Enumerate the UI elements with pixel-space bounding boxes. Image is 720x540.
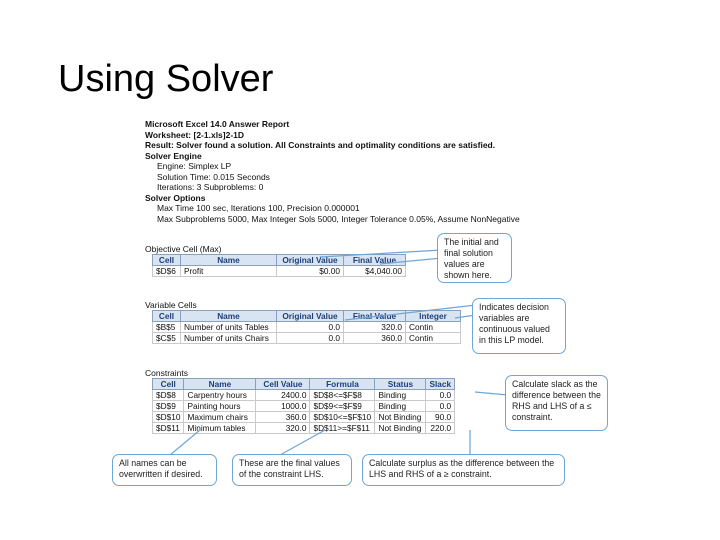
col-header: Name	[181, 255, 277, 266]
constraints-table	[152, 378, 455, 434]
slide-title: Using Solver	[58, 58, 274, 100]
slack: 90.0	[426, 412, 455, 423]
slack: 0.0	[426, 390, 455, 401]
cell-name: Maximum chairs	[184, 412, 256, 423]
callout-names: All names can be overwritten if desired.	[112, 454, 217, 486]
cell-value: 360.0	[256, 412, 310, 423]
cell-ref: $D$9	[153, 401, 184, 412]
original-value: $0.00	[277, 266, 344, 277]
cell-name: Minimum tables	[184, 423, 256, 434]
table-row	[153, 322, 461, 333]
engine-heading: Solver Engine	[145, 150, 202, 161]
col-header: Cell	[153, 255, 181, 266]
col-header: Cell Value	[256, 379, 310, 390]
report-title: Microsoft Excel 14.0 Answer Report	[145, 119, 290, 129]
table-row	[153, 412, 455, 423]
integer-type: Contin	[406, 333, 461, 344]
col-header: Name	[184, 379, 256, 390]
col-header: Slack	[426, 379, 455, 390]
formula: $D$11>=$F$11	[310, 423, 375, 434]
cell-value: 2400.0	[256, 390, 310, 401]
cell-name: Number of units Chairs	[181, 333, 277, 344]
slack: 0.0	[426, 401, 455, 412]
table-row	[153, 266, 406, 277]
col-header: Original Value	[277, 255, 344, 266]
cell-ref: $D$8	[153, 390, 184, 401]
cell-name: Painting hours	[184, 401, 256, 412]
variables-table	[152, 310, 461, 344]
callout-final-values: These are the final values of the constraint LHS.	[232, 454, 352, 486]
cell-ref: $D$10	[153, 412, 184, 423]
col-header: Final Value	[344, 311, 406, 322]
cell-name: Profit	[181, 266, 277, 277]
slack: 220.0	[426, 423, 455, 434]
report-worksheet: Worksheet: [2-1.xls]2-1D	[145, 129, 245, 140]
col-header: Integer	[406, 311, 461, 322]
col-header: Name	[181, 311, 277, 322]
iterations-text: Iterations: 3 Subproblems: 0	[157, 182, 264, 192]
report-result: Result: Solver found a solution. All Constraints and optimality conditions are satisfied.	[145, 140, 496, 150]
cell-name: Number of units Tables	[181, 322, 277, 333]
col-header: Cell	[153, 379, 184, 390]
cell-ref: $D$11	[153, 423, 184, 434]
col-header: Cell	[153, 311, 181, 322]
col-header: Final Value	[344, 255, 406, 266]
options-heading: Solver Options	[145, 192, 206, 203]
final-value: $4,040.00	[344, 266, 406, 277]
status: Binding	[375, 390, 426, 401]
table-row	[153, 423, 455, 434]
formula: $D$9<=$F$9	[310, 401, 375, 412]
cell-value: 320.0	[256, 423, 310, 434]
cell-ref: $D$6	[153, 266, 181, 277]
final-value: 320.0	[344, 322, 406, 333]
table-row	[153, 390, 455, 401]
callout-decision-variables: Indicates decision variables are continuous valued in this LP model.	[472, 298, 566, 354]
constraints-heading: Constraints	[145, 368, 188, 378]
integer-type: Contin	[406, 322, 461, 333]
objective-table	[152, 254, 406, 277]
final-value: 360.0	[344, 333, 406, 344]
engine-text: Engine: Simplex LP	[157, 161, 232, 171]
status: Not Binding	[375, 412, 426, 423]
pointer-line	[475, 392, 508, 395]
objective-heading: Objective Cell (Max)	[145, 244, 222, 254]
callout-initial-final: The initial and final solution values are shown here.	[437, 233, 512, 283]
callout-slack: Calculate slack as the difference between the RHS and LHS of a ≤ constraint.	[505, 375, 608, 431]
cell-ref: $B$5	[153, 322, 181, 333]
status: Binding	[375, 401, 426, 412]
cell-value: 1000.0	[256, 401, 310, 412]
col-header: Original Value	[277, 311, 344, 322]
table-row	[153, 401, 455, 412]
options-line-1: Max Time 100 sec, Iterations 100, Precision 0.000001	[157, 203, 360, 213]
variables-heading: Variable Cells	[145, 300, 197, 310]
table-row	[153, 333, 461, 344]
original-value: 0.0	[277, 333, 344, 344]
callout-surplus: Calculate surplus as the difference between the LHS and RHS of a ≥ constraint.	[362, 454, 565, 486]
formula: $D$10<=$F$10	[310, 412, 375, 423]
status: Not Binding	[375, 423, 426, 434]
cell-name: Carpentry hours	[184, 390, 256, 401]
col-header: Formula	[310, 379, 375, 390]
solution-time: Solution Time: 0.015 Seconds	[157, 171, 270, 182]
formula: $D$8<=$F$8	[310, 390, 375, 401]
col-header: Status	[375, 379, 426, 390]
options-line-2: Max Subproblems 5000, Max Integer Sols 5000, Integer Tolerance 0.05%, Assume NonNegative	[157, 213, 520, 224]
original-value: 0.0	[277, 322, 344, 333]
answer-report-header	[145, 119, 520, 224]
cell-ref: $C$5	[153, 333, 181, 344]
